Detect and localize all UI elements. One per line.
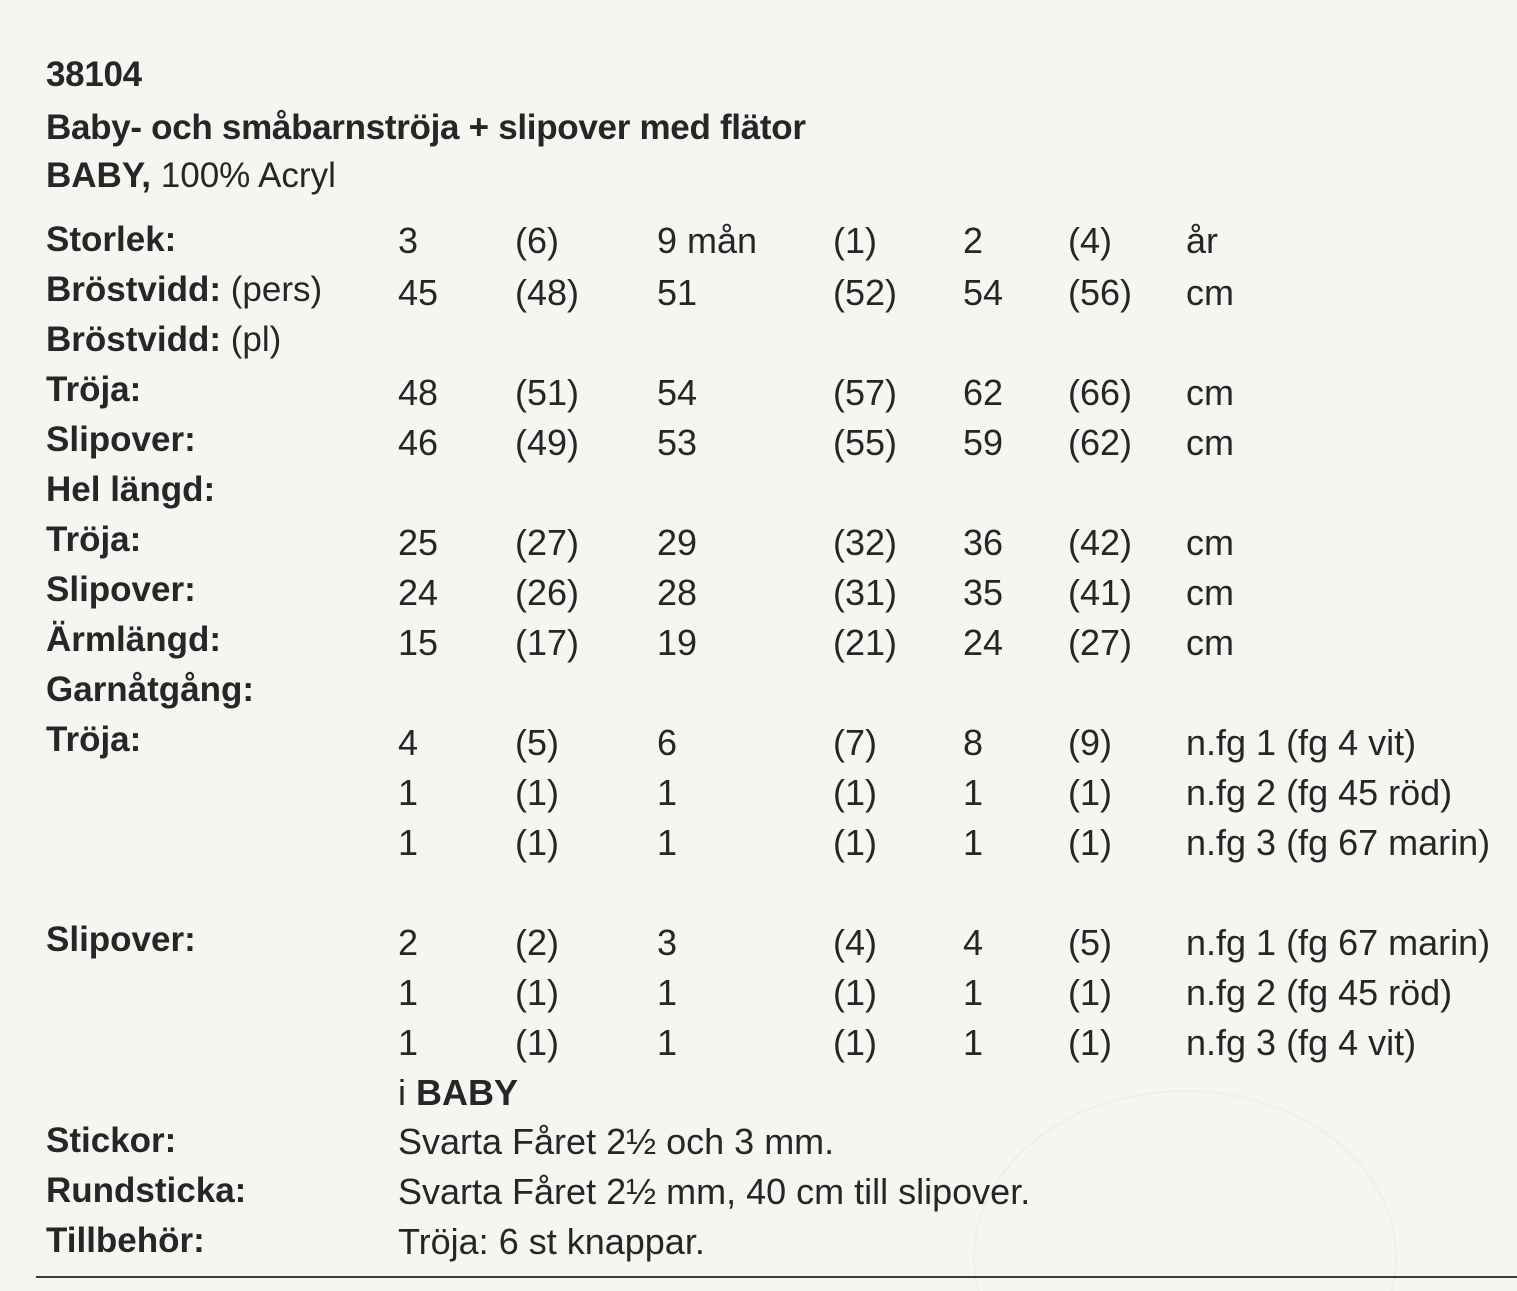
table-cell: 1 bbox=[657, 972, 678, 1013]
table-cell: (62) bbox=[1068, 422, 1133, 463]
table-cell: 45 bbox=[398, 272, 439, 313]
in-yarn-line bbox=[398, 1072, 518, 1114]
table-cell: (1) bbox=[1068, 972, 1112, 1013]
table-cell: (42) bbox=[1068, 522, 1133, 563]
supply-label-accessories: Tillbehör: bbox=[46, 1221, 205, 1260]
table-cell-unit: cm bbox=[1186, 572, 1234, 613]
table-cell: 29 bbox=[657, 522, 698, 563]
supply-value-needles: Svarta Fåret 2½ och 3 mm. bbox=[398, 1121, 835, 1162]
table-cell: 1 bbox=[963, 972, 984, 1013]
row-label bbox=[46, 270, 322, 310]
row-label bbox=[46, 470, 215, 510]
table-cell: (21) bbox=[833, 622, 898, 663]
table-cell: (49) bbox=[515, 422, 580, 463]
table-cell: (1) bbox=[833, 220, 877, 261]
table-cell: 1 bbox=[398, 972, 419, 1013]
table-cell: (66) bbox=[1068, 372, 1133, 413]
bottom-rule bbox=[36, 1276, 1517, 1278]
table-cell: 1 bbox=[963, 822, 984, 863]
table-cell: 24 bbox=[398, 572, 439, 613]
row-label bbox=[46, 520, 141, 560]
table-cell-unit: cm bbox=[1186, 372, 1234, 413]
table-cell: (1) bbox=[833, 822, 877, 863]
table-cell: 9 mån bbox=[657, 220, 758, 261]
table-cell: (51) bbox=[515, 372, 580, 413]
table-cell: (6) bbox=[515, 220, 559, 261]
table-cell: 3 bbox=[398, 220, 419, 261]
table-cell: (5) bbox=[1068, 922, 1112, 963]
table-cell: (1) bbox=[1068, 1022, 1112, 1063]
table-cell: (27) bbox=[1068, 622, 1133, 663]
table-cell-unit: n.fg 3 (fg 67 marin) bbox=[1186, 822, 1491, 863]
in-yarn-name: BABY bbox=[416, 1072, 519, 1113]
row-label-text: Storlek: bbox=[46, 220, 177, 259]
table-cell: 51 bbox=[657, 272, 698, 313]
table-cell: (2) bbox=[515, 922, 559, 963]
table-cell: (1) bbox=[1068, 822, 1112, 863]
table-cell: 1 bbox=[398, 822, 419, 863]
table-cell: 19 bbox=[657, 622, 698, 663]
row-label-text: Slipover: bbox=[46, 920, 196, 959]
yarn-name: BABY, bbox=[46, 156, 152, 195]
table-cell: 6 bbox=[657, 722, 678, 763]
table-cell: 3 bbox=[657, 922, 678, 963]
table-cell: 1 bbox=[657, 822, 678, 863]
row-label-text: Bröstvidd: bbox=[46, 320, 221, 359]
table-cell: 46 bbox=[398, 422, 439, 463]
table-cell: (48) bbox=[515, 272, 580, 313]
row-label-text: Ärmlängd: bbox=[46, 620, 221, 659]
bleed-through-circle bbox=[973, 1090, 1397, 1291]
table-cell-unit: cm bbox=[1186, 272, 1234, 313]
row-label-text: Tröja: bbox=[46, 520, 142, 559]
table-cell: (57) bbox=[833, 372, 898, 413]
table-cell: 2 bbox=[398, 922, 419, 963]
table-cell: 1 bbox=[963, 772, 984, 813]
row-label bbox=[46, 420, 196, 460]
table-cell-unit: cm bbox=[1186, 522, 1234, 563]
table-cell: 1 bbox=[398, 1022, 419, 1063]
table-cell: (1) bbox=[833, 1022, 877, 1063]
table-cell: (52) bbox=[833, 272, 898, 313]
row-label-text: Tröja: bbox=[46, 720, 142, 759]
table-cell: 1 bbox=[963, 1022, 984, 1063]
table-cell-unit: n.fg 3 (fg 4 vit) bbox=[1186, 1022, 1417, 1063]
table-cell: 53 bbox=[657, 422, 698, 463]
table-cell-unit: n.fg 1 (fg 67 marin) bbox=[1186, 922, 1491, 963]
table-cell: (7) bbox=[833, 722, 877, 763]
table-cell: 1 bbox=[657, 772, 678, 813]
table-cell: (1) bbox=[833, 972, 877, 1013]
table-cell: (32) bbox=[833, 522, 898, 563]
supply-value-accessories: Tröja: 6 st knappar. bbox=[398, 1221, 705, 1262]
table-cell: 36 bbox=[963, 522, 1004, 563]
row-label-text: Tröja: bbox=[46, 370, 142, 409]
table-cell: (26) bbox=[515, 572, 580, 613]
table-cell: 54 bbox=[657, 372, 698, 413]
table-cell-unit: cm bbox=[1186, 422, 1234, 463]
table-cell: 1 bbox=[398, 772, 419, 813]
table-cell: (41) bbox=[1068, 572, 1133, 613]
row-label-text: Bröstvidd: bbox=[46, 270, 221, 309]
table-cell-unit: cm bbox=[1186, 622, 1234, 663]
table-cell: 4 bbox=[398, 722, 419, 763]
table-cell: 2 bbox=[963, 220, 984, 261]
table-cell: 54 bbox=[963, 272, 1004, 313]
table-cell: (1) bbox=[515, 1022, 559, 1063]
table-cell: (55) bbox=[833, 422, 898, 463]
supply-label-needles: Stickor: bbox=[46, 1121, 177, 1160]
row-label bbox=[46, 370, 141, 410]
row-label bbox=[46, 720, 141, 760]
row-label-text: Garnåtgång: bbox=[46, 670, 255, 709]
table-cell: (1) bbox=[1068, 772, 1112, 813]
supply-label-circular-needle: Rundsticka: bbox=[46, 1171, 247, 1210]
pattern-number: 38104 bbox=[46, 55, 142, 94]
yarn-content: 100% Acryl bbox=[160, 156, 336, 195]
table-cell-unit: n.fg 2 (fg 45 röd) bbox=[1186, 772, 1453, 813]
table-cell: (17) bbox=[515, 622, 580, 663]
table-cell: 24 bbox=[963, 622, 1004, 663]
row-label bbox=[46, 920, 196, 960]
table-cell: (27) bbox=[515, 522, 580, 563]
row-label bbox=[46, 220, 176, 260]
table-cell: 28 bbox=[657, 572, 698, 613]
row-label bbox=[46, 320, 281, 360]
row-label-text: Slipover: bbox=[46, 570, 196, 609]
row-label bbox=[46, 620, 221, 660]
table-cell-unit: år bbox=[1186, 220, 1219, 261]
row-label bbox=[46, 570, 196, 610]
yarn-line bbox=[46, 156, 336, 196]
row-label-text: Slipover: bbox=[46, 420, 196, 459]
row-label-text: Hel längd: bbox=[46, 470, 216, 509]
table-cell: (4) bbox=[1068, 220, 1112, 261]
table-cell: 59 bbox=[963, 422, 1004, 463]
table-cell: (1) bbox=[515, 972, 559, 1013]
table-cell: 25 bbox=[398, 522, 439, 563]
table-cell: 15 bbox=[398, 622, 439, 663]
table-cell: 1 bbox=[657, 1022, 678, 1063]
pattern-title: Baby- och småbarnströja + slipover med flätor bbox=[46, 108, 806, 147]
table-cell: (56) bbox=[1068, 272, 1133, 313]
row-label-qualifier: (pl) bbox=[230, 320, 282, 359]
table-cell: 4 bbox=[963, 922, 984, 963]
table-cell: (1) bbox=[515, 822, 559, 863]
table-cell: 35 bbox=[963, 572, 1004, 613]
supply-value-circular-needle: Svarta Fåret 2½ mm, 40 cm till slipover. bbox=[398, 1171, 1031, 1212]
row-label-qualifier: (pers) bbox=[230, 270, 323, 309]
table-cell: (31) bbox=[833, 572, 898, 613]
table-cell: (1) bbox=[833, 772, 877, 813]
table-cell: 48 bbox=[398, 372, 439, 413]
table-cell: (9) bbox=[1068, 722, 1112, 763]
table-cell-unit: n.fg 2 (fg 45 röd) bbox=[1186, 972, 1453, 1013]
table-cell: (4) bbox=[833, 922, 877, 963]
table-cell: (5) bbox=[515, 722, 559, 763]
row-label bbox=[46, 670, 254, 710]
table-cell: 62 bbox=[963, 372, 1004, 413]
table-cell-unit: n.fg 1 (fg 4 vit) bbox=[1186, 722, 1417, 763]
table-cell: (1) bbox=[515, 772, 559, 813]
table-cell: 8 bbox=[963, 722, 984, 763]
in-yarn-prefix: i bbox=[398, 1072, 406, 1113]
